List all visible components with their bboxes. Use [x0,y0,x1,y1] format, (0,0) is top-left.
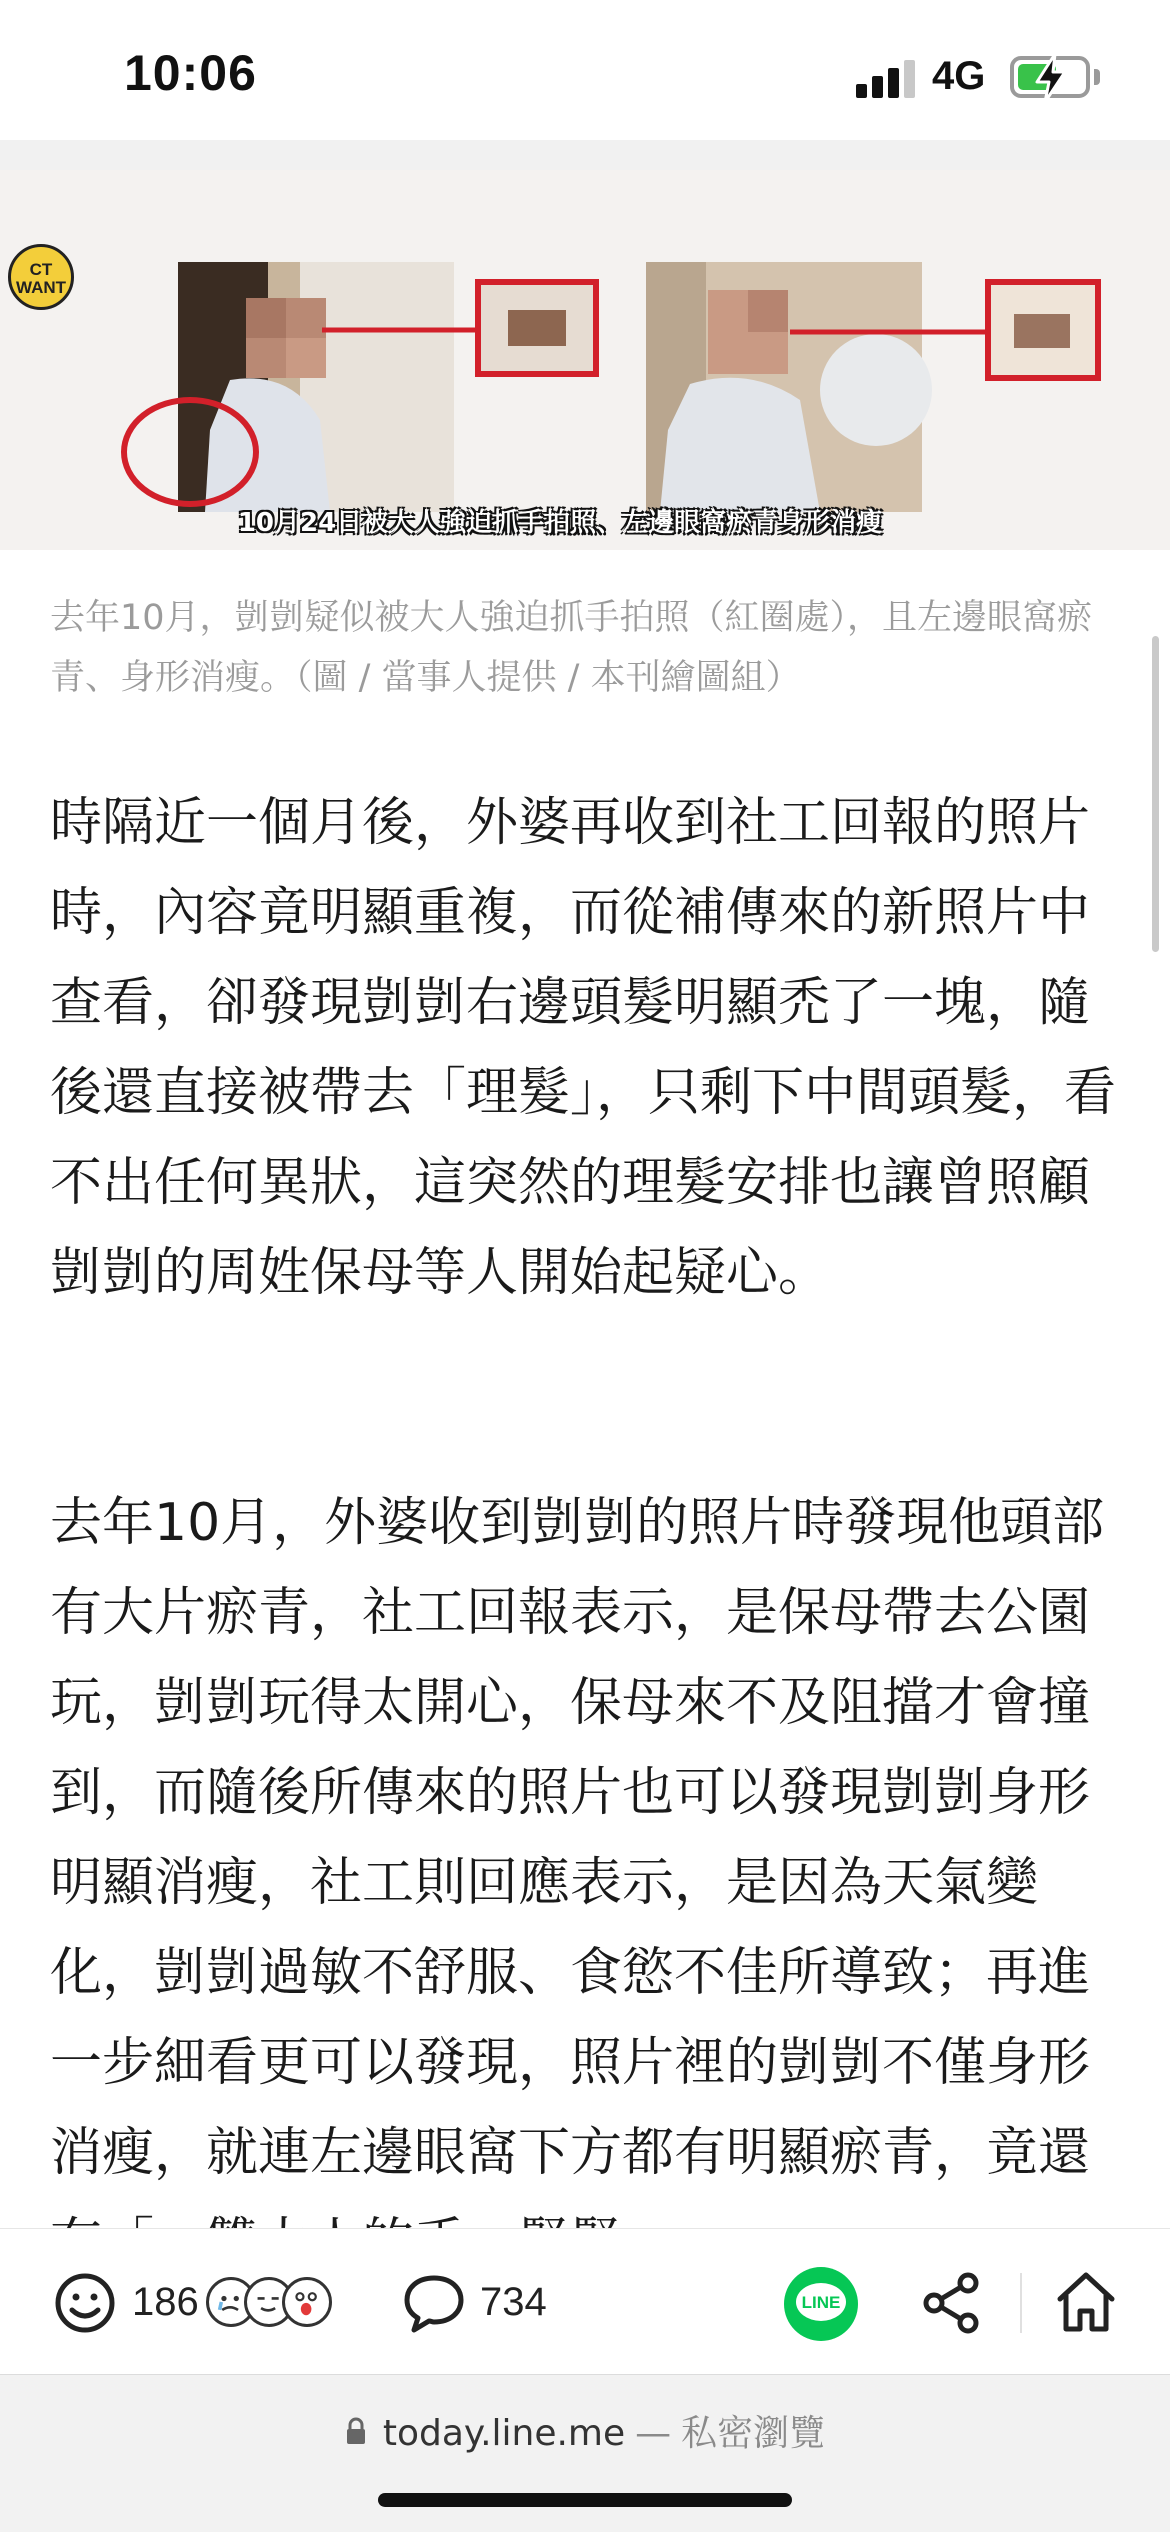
article-image[interactable] [0,170,1170,550]
lock-icon [345,2416,367,2446]
battery-tip [1094,69,1100,85]
shocked-face-icon [282,2277,332,2327]
browser-url-bar[interactable] [0,2374,1170,2532]
comment-count[interactable]: 734 [480,2280,547,2324]
status-bar [0,0,1170,140]
line-share-button[interactable] [784,2267,858,2341]
charging-bolt-icon [1031,52,1071,104]
url-text: today.line.me [382,2413,626,2454]
ctwant-logo [8,244,74,310]
article-action-bar [0,2228,1170,2374]
share-icon[interactable] [920,2271,984,2335]
top-divider [0,140,1170,170]
reaction-count[interactable]: 186 [132,2280,199,2324]
network-type: 4G [932,54,986,98]
reaction-summary[interactable] [206,2277,336,2329]
url-line[interactable] [0,2405,1170,2456]
article-photo-illustration [0,170,1170,550]
article-paragraph: 去年10月，外婆收到剴剴的照片時發現他頭部有大片瘀青，社工回報表示，是保母帶去公園玩，剴剴玩得太開心，保母來不及阻擋才會撞到，而隨後所傳來的照片也可以發現剴剴身形明顯消瘦，社工則回應表示，是因為天氣變化，剴剴過敏不舒服、食慾不佳所導致；再進一步細看更可以發現，照片裡的剴剴不僅身形消瘦，就連左邊眼窩下方都有明顯瘀青，竟還 [50,1493,1105,2183]
home-indicator[interactable] [378,2493,792,2507]
line-logo-text: LINE [801,2293,841,2312]
home-icon[interactable] [1054,2269,1118,2335]
image-caption: 去年10月，剴剴疑似被大人強迫抓手拍照（紅圈處），且左邊眼窩瘀青、身形消瘦。（圖 / 當事人提供 / 本刊繪圖組） [50,598,1093,698]
image-overlay-text: 10月24日被大人強迫抓手拍照、左邊眼窩瘀青身形消瘦 [237,508,883,538]
status-time: 10:06 [124,45,257,101]
smiley-icon[interactable] [54,2272,116,2334]
speech-bubble-icon[interactable] [402,2272,466,2334]
logo-text: CT WANT [15,260,67,297]
url-separator: — [635,2413,672,2454]
action-bar-divider [1020,2273,1022,2333]
article-paragraph: 時隔近一個月後，外婆再收到社工回報的照片時，內容竟明顯重複，而從補傳來的新照片中查看，卻發現剴剴右邊頭髮明顯禿了一塊，隨後還直接被帶去「理髮」，只剩下中間頭髮，看不出任何異狀，這突然的理髮安排也讓曾照顧剴剴的周姓保母等人開始起疑心。 [50,793,1117,1303]
page-scrollbar[interactable] [1152,636,1159,952]
signal-strength-icon [856,58,916,98]
private-browsing-label: 私密瀏覽 [681,2413,826,2454]
